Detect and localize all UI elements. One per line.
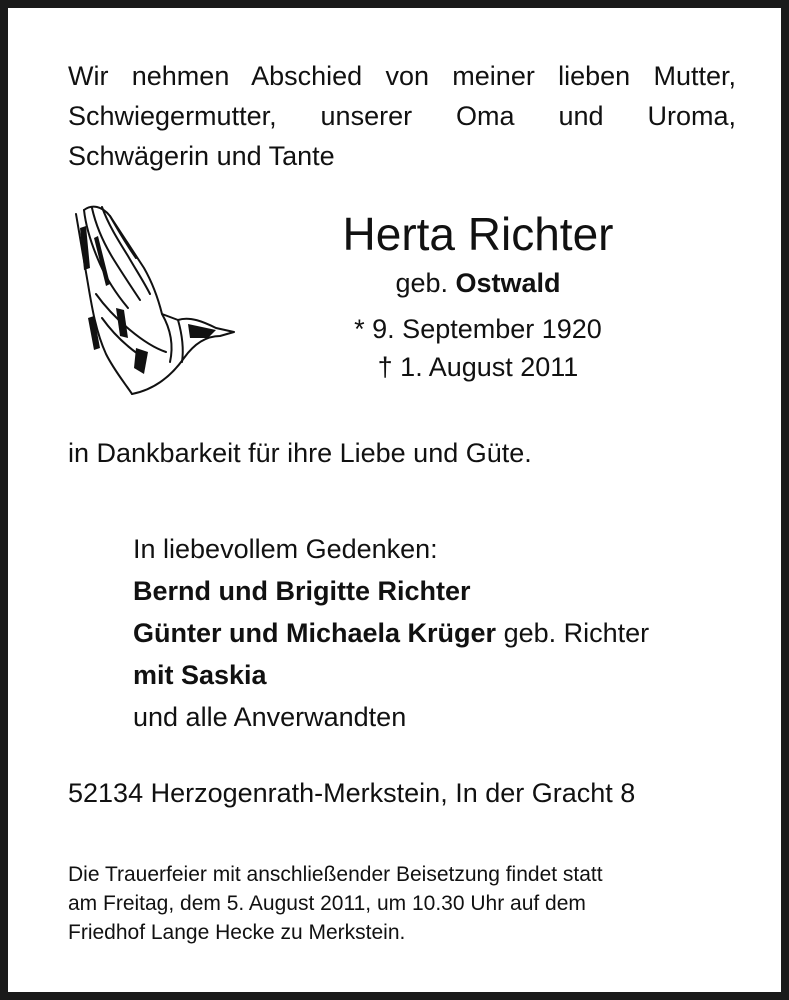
mourner-line-3: mit Saskia: [133, 660, 267, 690]
maiden-name-line: [258, 266, 698, 300]
gratitude-text: in Dankbarkeit für ihre Liebe und Güte.: [68, 438, 532, 468]
mourner-line-2: [133, 612, 753, 654]
praying-hands-icon: [66, 198, 241, 398]
service-line-2: am Freitag, dem 5. August 2011, um 10.30 Uhr auf dem: [68, 892, 586, 915]
mourners-heading: In liebevollem Gedenken:: [133, 534, 438, 564]
mourner-line-2-name: Günter und Michaela Krüger: [133, 618, 497, 648]
mourner-line-4: und alle Anverwandten: [133, 702, 407, 732]
mourner-line-1: Bernd und Brigitte Richter: [133, 576, 471, 606]
mourner-line-2-suffix: geb. Richter: [496, 618, 650, 648]
intro-line-1: Wir nehmen Abschied von meiner lieben Mutter,: [68, 61, 736, 91]
intro-text: [68, 56, 736, 176]
maiden-name: Ostwald: [455, 268, 561, 298]
mourners-block: [133, 528, 753, 738]
death-date: † 1. August 2011: [377, 352, 579, 382]
born-prefix: geb.: [395, 268, 448, 298]
deceased-name: Herta Richter: [342, 208, 614, 260]
intro-line-2: Schwiegermutter, unserer Oma und Uroma,: [68, 101, 736, 131]
intro-line-3: Schwägerin und Tante: [68, 141, 335, 171]
service-line-3: Friedhof Lange Hecke zu Merkstein.: [68, 921, 406, 944]
birth-date: * 9. September 1920: [354, 314, 602, 344]
address: 52134 Herzogenrath-Merkstein, In der Gracht 8: [68, 778, 636, 808]
service-line-1: Die Trauerfeier mit anschließender Beisetzung findet statt: [68, 863, 603, 886]
funeral-service-info: [68, 860, 736, 947]
